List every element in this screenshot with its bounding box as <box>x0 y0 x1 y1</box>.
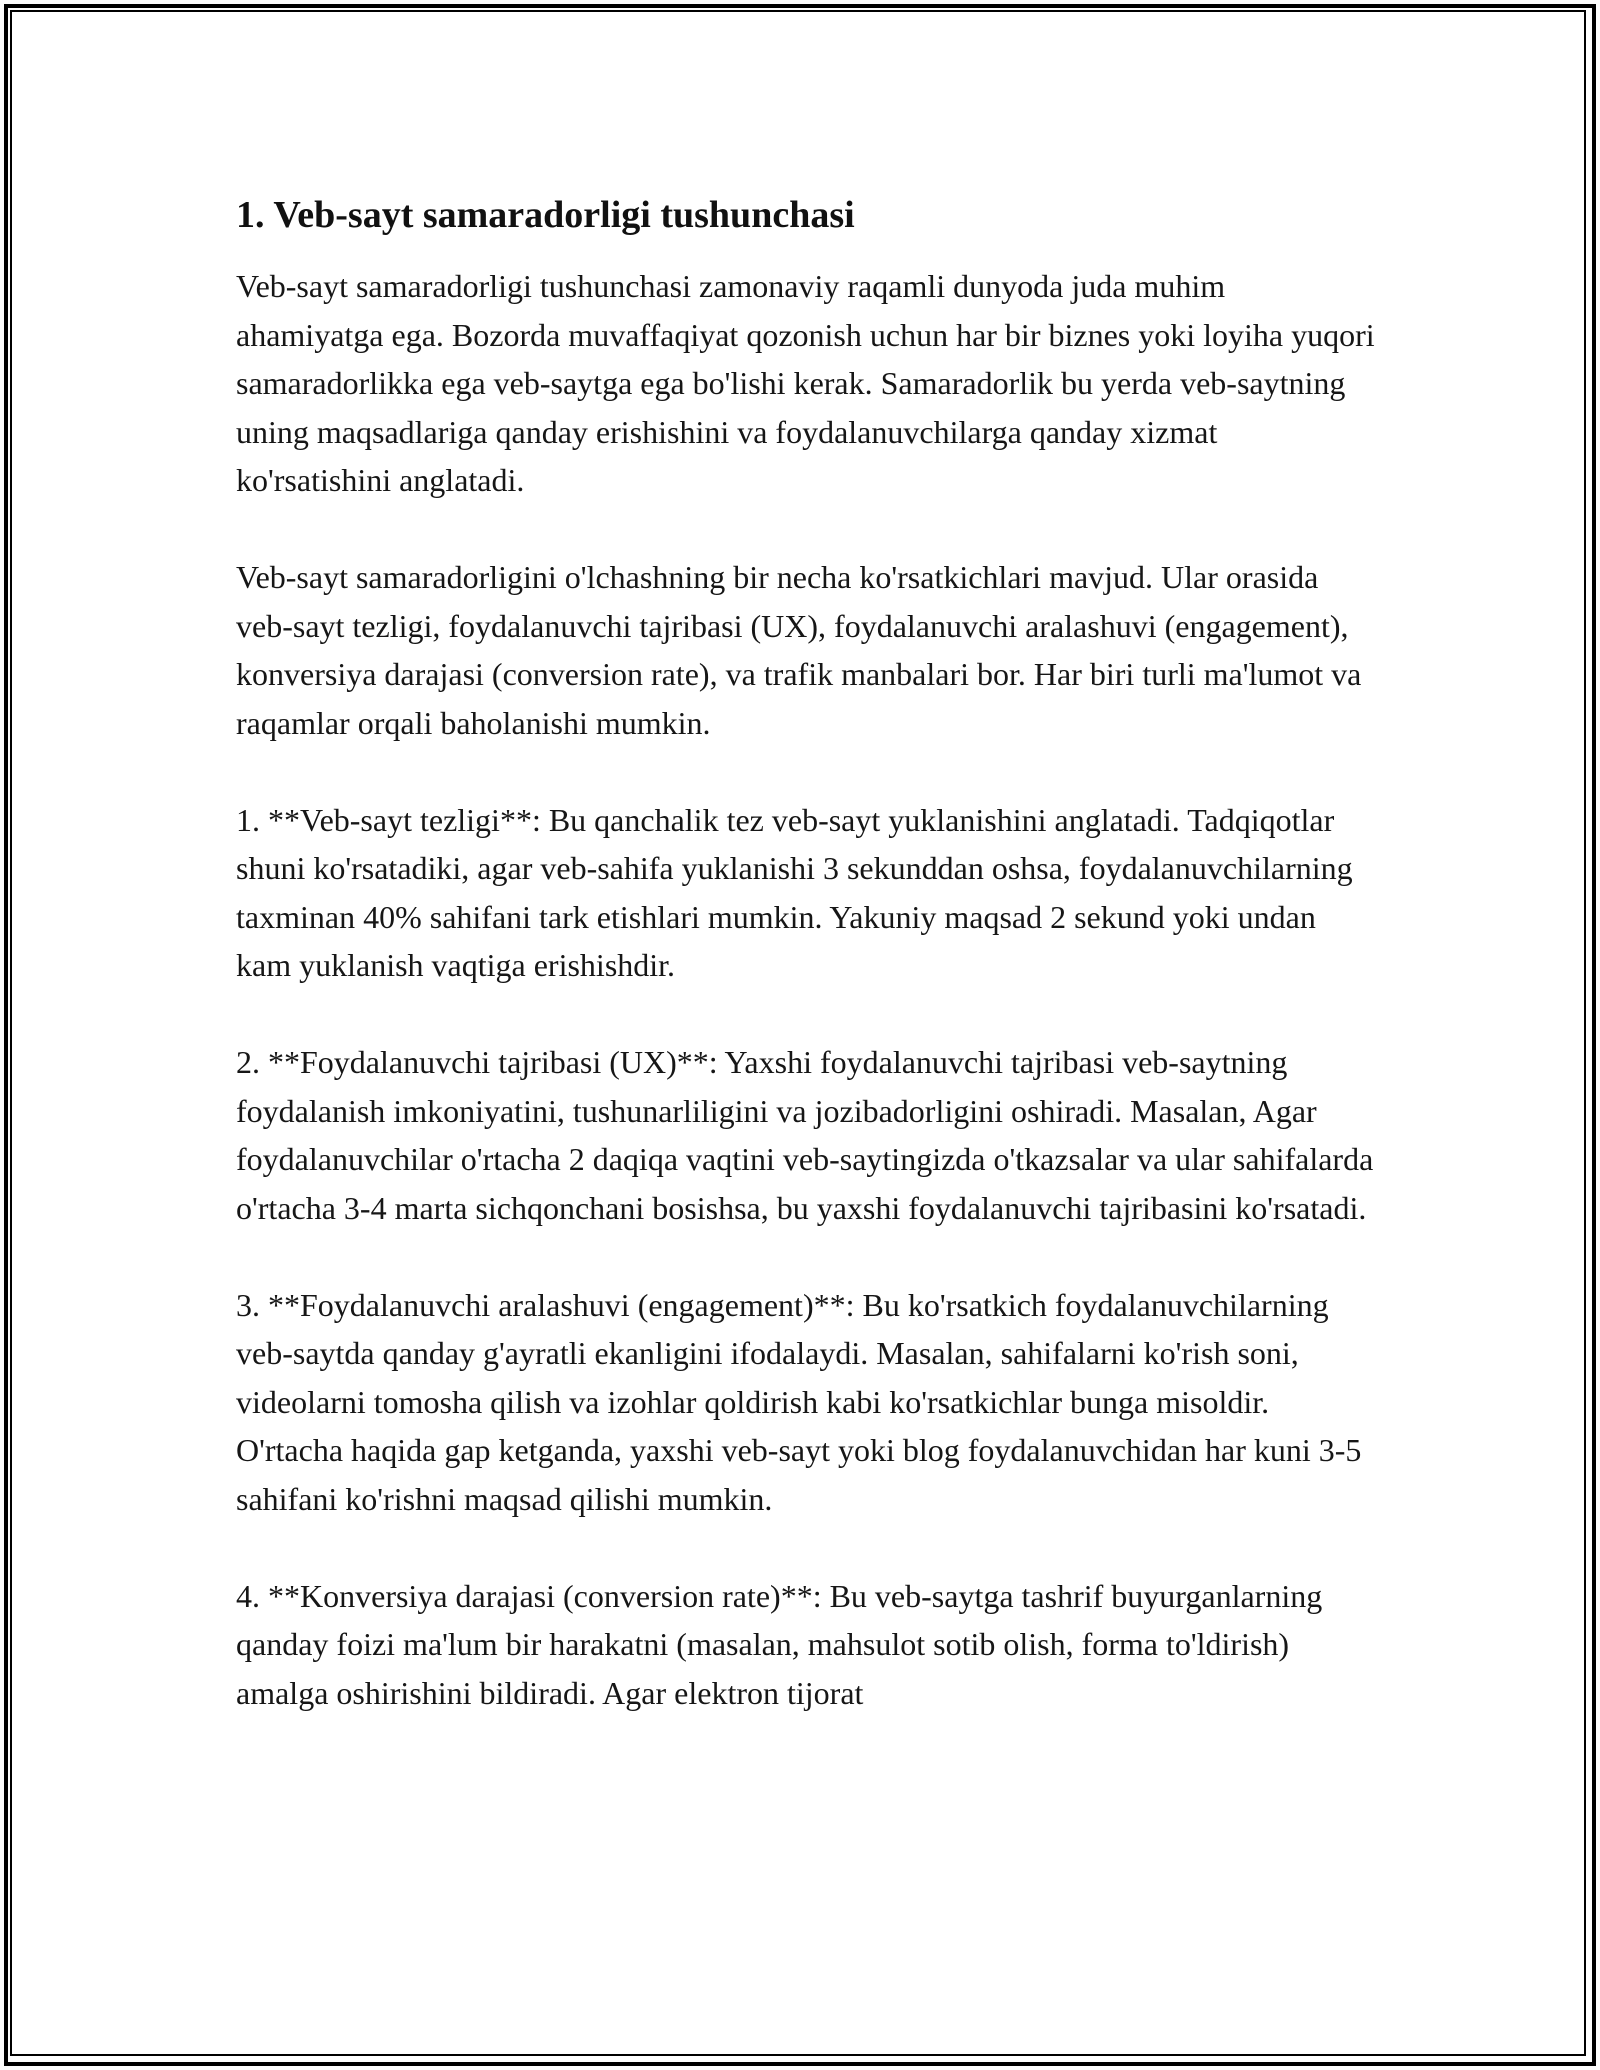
paragraph-user-experience: 2. **Foydalanuvchi tajribasi (UX)**: Yaxshi foydalanuvchi tajribasi veb-saytning foydalanish imkoniyatini, tushunarliligini va jozibadorligini oshiradi. Masalan, Agar foydalanuvchilar o'rtacha 2 daqiqa vaqtini veb-saytingizda o'tkazsalar va ular sahifalarda o'rtacha 3-4 marta sichqonchani bosishsa, bu yaxshi foydalanuvchi tajribasini ko'rsatadi. <box>236 1044 1374 1226</box>
paragraph-engagement: 3. **Foydalanuvchi aralashuvi (engagement)**: Bu ko'rsatkich foydalanuvchilarning veb-saytda qanday g'ayratli ekanligini ifodalaydi. Masalan, sahifalarni ko'rish soni, videolarni tomosha qilish va izohlar qoldirish kabi ko'rsatkichlar bunga misoldir. O'rtacha haqida gap ketganda, yaxshi veb-sayt yoki blog foydalanuvchidan har kuni 3-5 sahifani ko'rishni maqsad qilishi mumkin. <box>236 1286 1362 1517</box>
paragraph-site-speed: 1. **Veb-sayt tezligi**: Bu qanchalik tez veb-sayt yuklanishini anglatadi. Tadqiqotlar shuni ko'rsatadiki, agar veb-sahifa yuklanishi 3 sekunddan oshsa, foydalanuvchilarning taxminan 40% sahifani tark etishlari mumkin. Yakuniy maqsad 2 sekund yoki undan kam yuklanish vaqtiga erishishdir. <box>236 801 1353 983</box>
section-heading: 1. Veb-sayt samaradorligi tushunchasi <box>236 194 855 236</box>
paragraph-metrics-overview: Veb-sayt samaradorligini o'lchashning bir necha ko'rsatkichlari mavjud. Ular orasida veb-sayt tezligi, foydalanuvchi tajribasi (UX), foydalanuvchi aralashuvi (engagement), konversiya darajasi (conversion rate), va trafik manbalari bor. Har biri turli ma'lumot va raqamlar orqali baholanishi mumkin. <box>236 559 1362 741</box>
document-body <box>236 188 1376 1717</box>
paragraph-conversion-rate: 4. **Konversiya darajasi (conversion rate)**: Bu veb-saytga tashrif buyurganlarning qanday foizi ma'lum bir harakatni (masalan, mahsulot sotib olish, forma to'ldirish) amalga oshirishini bildiradi. Agar elektron tijorat <box>236 1577 1323 1711</box>
paragraph-intro: Veb-sayt samaradorligi tushunchasi zamonaviy raqamli dunyoda juda muhim ahamiyatga ega. Bozorda muvaffaqiyat qozonish uchun har bir biznes yoki loyiha yuqori samaradorlikka ega veb-saytga ega bo'lishi kerak. Samaradorlik bu yerda veb-saytning uning maqsadlariga qanday erishishini va foydalanuvchilarga qanday xizmat ko'rsatishini anglatadi. <box>236 268 1375 498</box>
